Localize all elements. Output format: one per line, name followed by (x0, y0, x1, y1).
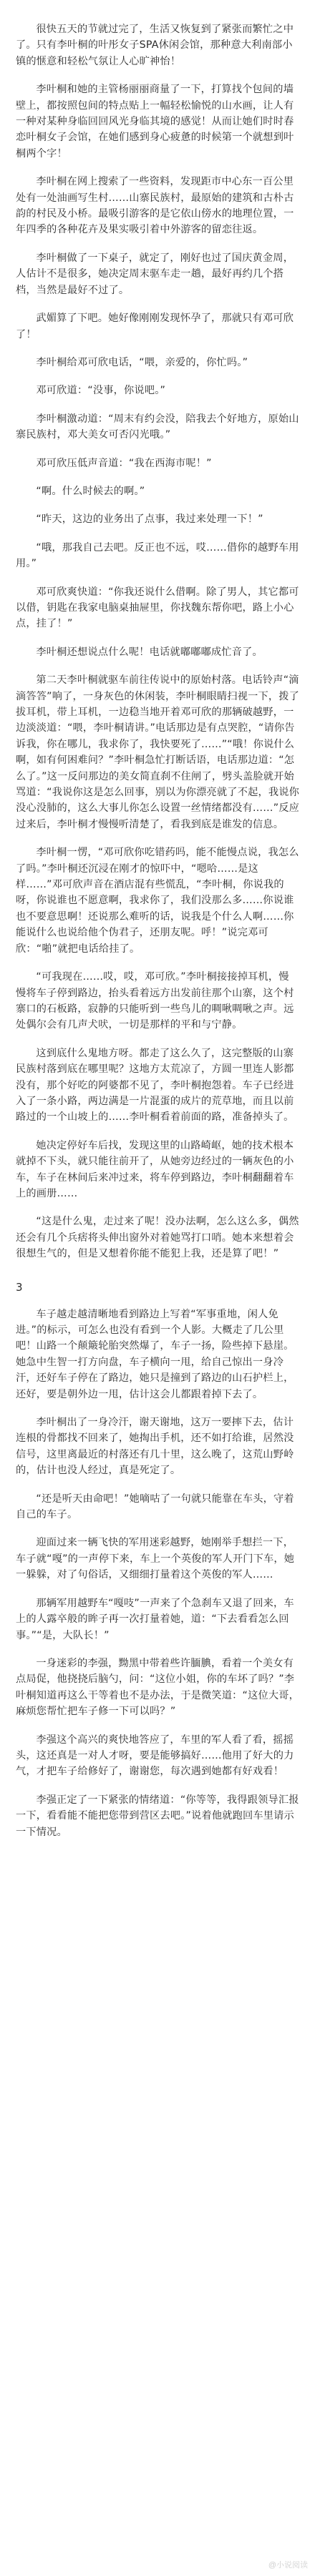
paragraph: 一身迷彩的李强，黝黑中带着些许腼腆，看着一个美女有点局促，他挠挠后脑勺，问：“这位小姐，你的车坏了吗？”李叶桐知道再这么干等着也不是办法，于是微笑道：“这位大哥，麻烦您帮忙把车子修一下可以吗？” (16, 1657, 300, 1718)
paragraph: 那辆军用越野车“嘎吱”一声来了个急刹车又退了回来，车上的人露卒般的眸子再一次打量着她，道：“下去看看怎么回事。”“是，大队长！” (16, 1597, 294, 1641)
paragraph: “还是听天由命吧！”她嘀咕了一句就只能靠在车头，守着自己的车子。 (16, 1493, 294, 1521)
paragraph: “昨天，这边的业务出了点事，我过来处理一下！” (36, 513, 263, 526)
paragraph: 李叶桐还想说点什么呢！电话就嘟嘟嘟成忙音了。 (36, 646, 263, 658)
paragraph: 李强正定了一下紧张的情绪道：“你等等，我得跟领导汇报一下，看看能不能把您带到营区去吧。”说着他就跑回车里请示一下情况。 (16, 1794, 299, 1838)
paragraph: 李叶桐做了一下桌子，就定了，刚好也过了国庆黄金周，人估计不是很多，她决定周末驱车走一趟，最好再约几个搭档，当然是最好不过了。 (16, 252, 294, 296)
paragraph: 李叶桐一愣，“邓可欣你吃错药吗，能不能慢点说，我怎么了吗。”李叶桐还沉浸在刚才的惊吓中，“嗯哈……是这样……”邓可欣声音在酒店混有些慌乱，“李叶桐，你说我的呀，你说谁也不愿意啊，我求你了，我们没那么多……你说谁也不要意思啊！还说那么难听的话，说我是个什么人啊……你能说什么也说给他个伪君子，还朋友呢。呼！”说完邓可欣：“啪”就把电话给挂了。 (16, 847, 299, 955)
section-number: 3 (16, 1280, 23, 1294)
paragraph: 迎面过来一辆飞快的军用迷彩越野，她刚举手想拦一下，车子就“嘎”的一声停下来，车上一个英俊的军人开门下车，她一躲躲，对了句俗话，又细细打量着这个英俊的军人…… (16, 1537, 295, 1581)
paragraph: 很快五天的节就过完了，生活又恢复到了紧张而繁忙之中了。只有李叶桐的叶彤女子SPA休闲会馆，那种意大利南部小镇的惬意和轻松气氛让人心旷神怡！ (16, 24, 294, 67)
watermark: @小说阅读 (268, 2561, 308, 2570)
paragraph: 车子越走越清晰地看到路边上写着“军事重地，闲人免进。”的标示，可怎么也没有看到一个人影。大概走了几公里吧！山路一个颠簸轮胎突然爆了，车子一扬，险些掉下悬崖。她急中生智一打方向盘，车子横向一甩，给自己惊出一身冷汗，还好车子停在了路边，她只是撞到了路边的山石护栏上，还好，要是朝外边一甩，估计这会儿都跟着掉下去了。 (16, 1308, 294, 1400)
paragraph: 李叶桐给邓可欣电话，“喂，亲爱的，你忙吗。” (36, 356, 248, 368)
paragraph: 李强这个高兴的爽快地答应了，车里的军人看了看，摇摇头，这还真是一对人才呀，要是能够搞好……他用了好大的力气，才把车子给修好了，谢谢您，每次遇到她都有好戏看！ (16, 1734, 294, 1778)
paragraph: 第二天李叶桐就驱车前往传说中的原始村落。电话铃声“滴滴答答”响了，一身灰色的休闲装，李叶桐眼睛扫视一下，拨了拔耳机，带上耳机，一边稳当地开着邓可欣的那辆破越野，一边淡淡道：“喂，李叶桐请讲。”电话那边是有点哭腔，“请你告诉我，你在哪儿，我求你了，我快要死了……”“哦！你说什么啊，如有何困难问？”李叶桐急忙打断话语，电话那边道：“怎么了。”这一反问那边的美女简直刹不住闸了，劈头盖脸就开始骂道：“我说你这是怎么回事，别以为你漂亮就了不起，我说你没心没肺的，这么大事儿你怎么设置一丝情绪都没有……”反应过来后，李叶桐才慢慢听清楚了，看我到底是谁发的信息。 (16, 674, 300, 830)
paragraph: 李叶桐和她的主管杨丽丽商量了一下，打算找个包间的墙壁上，都按照包间的特点贴上一幅轻松愉悦的山水画，让人有一种对某种身临回回风光身临其境的感觉！从而让她们时时春恋叶桐女子会馆，在她们感到身心疲惫的时候第一个就想到叶桐两个字！ (16, 84, 294, 159)
paragraph: 邓可欣道：“没事，你说吧。” (36, 385, 166, 397)
paragraph: 李叶桐在网上搜索了一些资料，发现距市中心东一百公里处有一处油画写生村……山寨民族村，最原始的建筑和古朴古韵的村民及小桥。最吸引游客的是它依山傍水的地理位置，一年四季的各种花卉及果实吸引着中外游客的留恋往返。 (16, 176, 294, 236)
paragraph: 这到底什么鬼地方呀。都走了这么久了，这完整版的山寨民族村落到底在哪里呢？这地方太荒凉了，方圆一里连人影都没有，那个好吃的阿婆都不见了，李叶桐抱怨着。车子已经进入了一条小路，两边满是一片混蛋的成片的荒草地，而且以前路过的一个山坡上的……李叶桐看着前面的路，准备掉头了。 (16, 1047, 294, 1124)
paragraph: “这是什么鬼，走过来了呢！没办法啊，怎么这么多，偶然还会有几个兵痞将头伸出窗外对着她骂打口哨。她本来想着会很想生气的，但是又想着你能不能犯上我，还是算了吧！” (16, 1216, 299, 1260)
paragraph: 李叶桐出了一身冷汗，谢天谢地，这万一要摔下去，估计连根的骨都找不回来了，她掏出手机，还不如打给谁，居然没信号，这里离最近的村落还有几十里，这么晚了，这荒山野岭的，估计也没人经过，真是死定了。 (16, 1417, 294, 1477)
paragraph: “啊。什么时候去的啊。” (36, 485, 145, 497)
paragraph: “哦，那我自己去吧。反正也不远，哎……借你的越野车用用。” (16, 541, 299, 570)
paragraph: 邓可欣爽快道：“你我还说什么借啊。除了男人，其它都可以借，钥匙在我家电脑桌抽屉里，你找魏东帮你吧，路上小心点，挂了！” (16, 586, 299, 630)
paragraph: 邓可欣压低声音道：“我在西海市呢！” (36, 457, 212, 469)
paragraph: “可我现在……哎，哎，邓可欣。”李叶桐接接掉耳机，慢慢将车子停到路边，抬头看着远方出发前往那个山寨，这个村寨口的石板路，寂静的只能听到一些鸟儿的啁啾啁啾之声。远处偶尔会有几声犬吠，一切是那样的平和与宁静。 (16, 971, 294, 1031)
paragraph: 李叶桐激动道：“周末有约会没，陪我去个好地方，原始山寨民族村，邓大美女可否闪光哦。” (16, 413, 299, 441)
paragraph: 武媚算了下吧。她好像刚刚发现怀孕了，那就只有邓可欣了！ (16, 313, 294, 340)
paragraph: 她决定停好车后找，发现这里的山路崎岖，她的技术根本就掉不下头，就只能往前开了，从她旁边经过的一辆灰色的小车，车子在林间后来冲过来，将车停到路边，李叶桐翻翻着车上的画册…… (16, 1139, 294, 1199)
